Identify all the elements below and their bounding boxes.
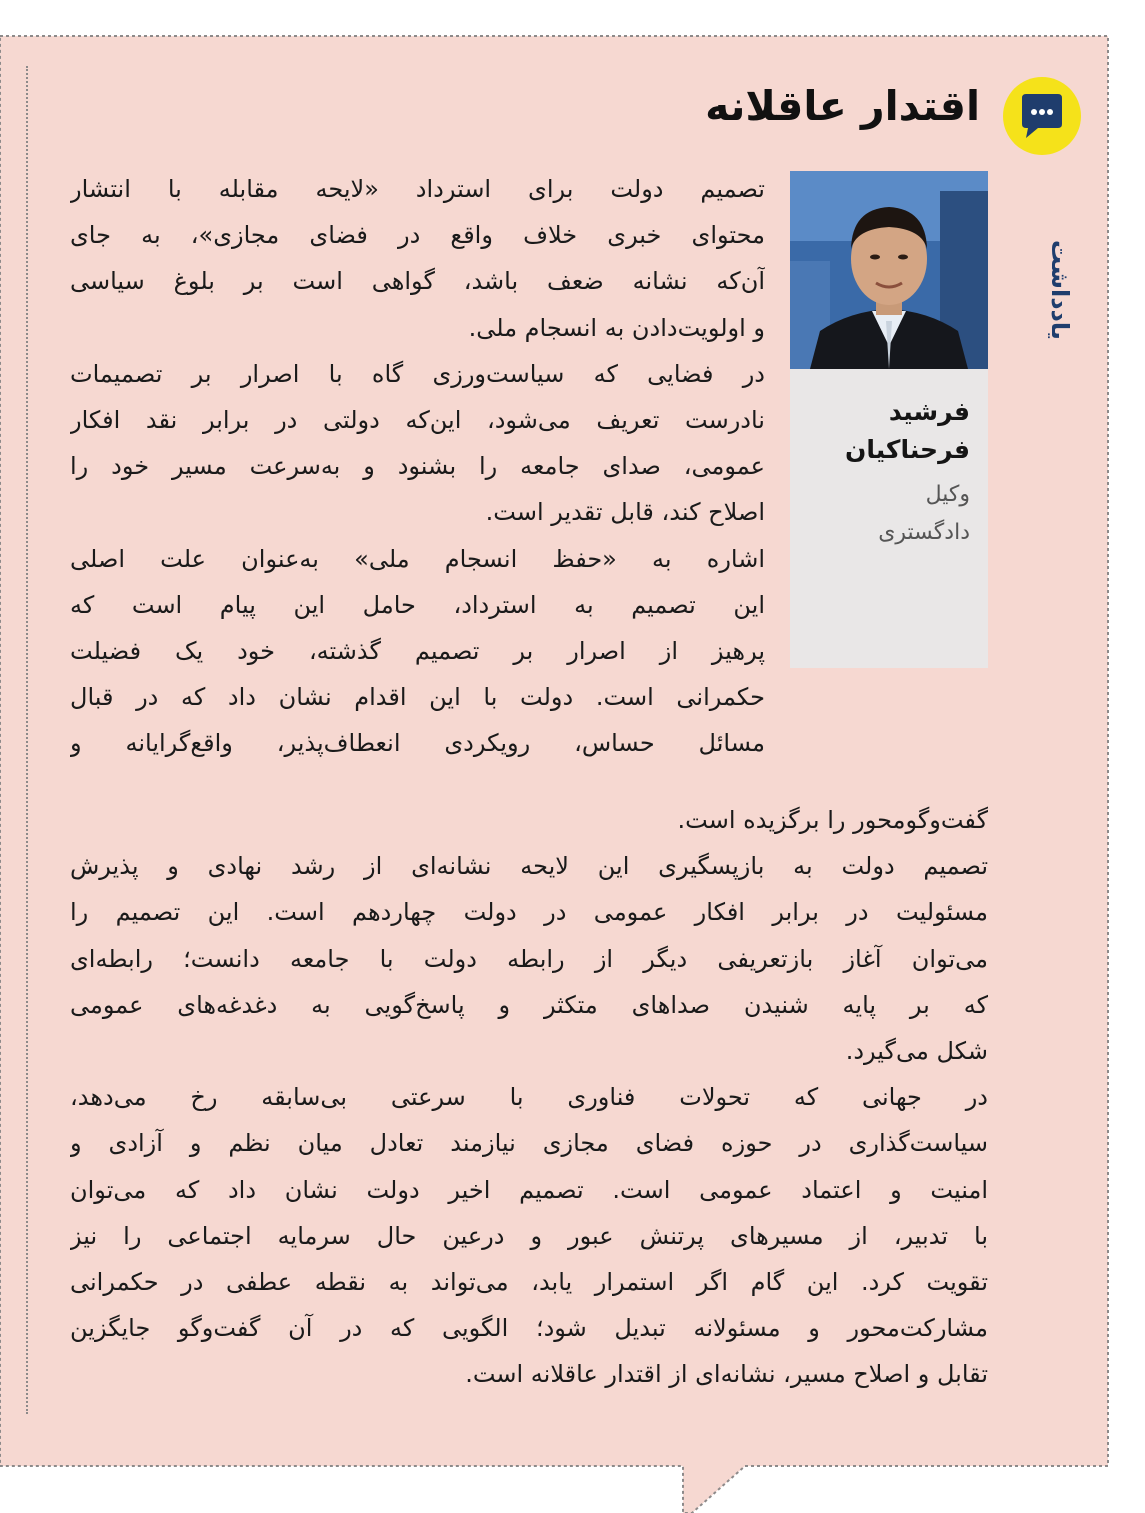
body-line: محتوای خبری خلاف واقع در فضای مجازی»، به جای: [70, 221, 765, 250]
body-line: نادرست تعریف می‌شود، این‌که دولتی در برابر نقد افکار: [70, 405, 765, 434]
body-line: آن‌که نشانه ضعف باشد، گواهی است بر بلوغ سیاسی: [70, 267, 765, 296]
chat-bubble-icon: [1002, 76, 1082, 156]
body-line: تقویت کرد. این گام اگر استمرار یابد، می‌تواند به نقطه عطفی در حکمرانی: [70, 1267, 988, 1296]
author-name: [800, 393, 970, 469]
body-line: پرهیز از اصرار بر تصمیم گذشته، خود یک فضیلت: [70, 636, 765, 665]
body-line: می‌توان آغاز بازتعریفی دیگر از رابطه دولت با جامعه دانست؛ رابطه‌ای: [70, 944, 988, 973]
article-body-full: [70, 797, 988, 1397]
body-line: اصلاح کند، قابل تقدیر است.: [485, 498, 765, 527]
article-title: اقتدار عاقلانه: [705, 82, 980, 130]
article-body-column: [70, 166, 765, 766]
body-line: این تصمیم به استرداد، حامل این پیام است که: [70, 590, 765, 619]
body-line: گفت‌وگومحور را برگزیده است.: [677, 806, 988, 834]
body-line: امنیت و اعتماد عمومی است. تصمیم اخیر دولت نشان داد که می‌توان: [70, 1175, 988, 1204]
body-line: اشاره به «حفظ انسجام ملی» به‌عنوان علت اصلی: [70, 544, 765, 573]
body-line: مسئولیت در برابر افکار عمومی در دولت چهاردهم است. این تصمیم را: [70, 898, 988, 927]
body-line: که بر پایه شنیدن صداهای متکثر و پاسخ‌گویی به دغدغه‌های عمومی: [70, 990, 988, 1019]
body-line: تصمیم دولت برای استرداد «لایحه مقابله با انتشار: [70, 175, 765, 203]
column-rule: [26, 66, 28, 1414]
body-line: و اولویت‌دادن به انسجام ملی.: [468, 313, 765, 342]
author-role: [800, 476, 970, 552]
author-card: [790, 171, 988, 668]
body-line: شکل می‌گیرد.: [845, 1036, 988, 1065]
body-line: تقابل و اصلاح مسیر، نشانه‌ای از اقتدار عاقلانه است.: [465, 1360, 988, 1389]
author-role-line: وکیل: [925, 482, 970, 507]
author-first-name: فرشید: [888, 397, 970, 426]
body-line: مسائل حساس، رویکردی انعطاف‌پذیر، واقع‌گرایانه و: [70, 729, 765, 758]
body-line: عمومی، صدای جامعه را بشنود و به‌سرعت مسیر خود را: [70, 452, 765, 481]
author-last-name: فرحناکیان: [845, 435, 970, 464]
body-line: در فضایی که سیاست‌ورزی گاه با اصرار بر تصمیمات: [70, 359, 765, 388]
body-line: سیاست‌گذاری در حوزه فضای مجازی نیازمند تعادل میان نظم و آزادی و: [70, 1129, 988, 1158]
section-label: یادداشت: [1046, 240, 1074, 340]
author-role-line: دادگستری: [878, 520, 970, 545]
body-line: در جهانی که تحولات فناوری با سرعتی بی‌سابقه رخ می‌دهد،: [70, 1083, 988, 1112]
body-line: با تدبیر، از مسیرهای پرتنش عبور و درعین حال سرمایه اجتماعی را نیز: [70, 1221, 988, 1250]
body-line: مشارکت‌محور و مسئولانه تبدیل شود؛ الگویی که در آن گفت‌وگو جایگزین: [70, 1314, 988, 1343]
body-line: حکمرانی است. دولت با این اقدام نشان داد که در قبال: [70, 683, 765, 712]
body-line: تصمیم دولت به بازپسگیری این لایحه نشانه‌ای از رشد نهادی و پذیرش: [70, 852, 988, 881]
author-portrait: [790, 171, 988, 369]
